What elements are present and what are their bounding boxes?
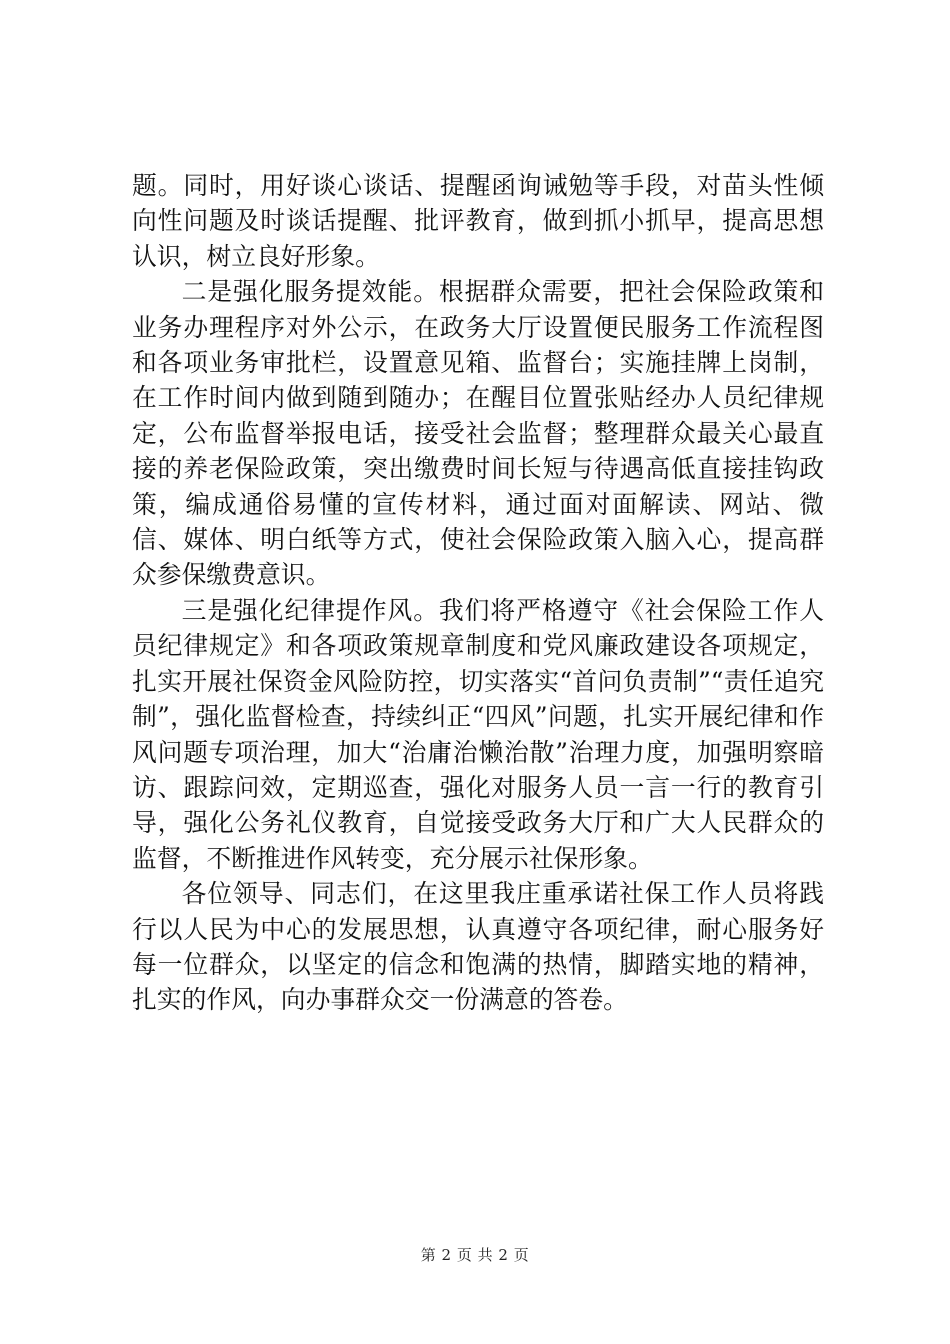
paragraph-commitment: 各位领导、同志们，在这里我庄重承诺社保工作人员将践行以人民为中心的发展思想，认真遵守各项纪律，耐心服务好每一位群众，以坚定的信念和饱满的热情，脚踏实地的精神，扎实的作风，向办事群众交一份满意的答卷。 [132, 879, 824, 1015]
paragraph-service-efficiency: 二是强化服务提效能。根据群众需要，把社会保险政策和业务办理程序对外公示，在政务大厅设置便民服务工作流程图和各项业务审批栏，设置意见箱、监督台；实施挂牌上岗制，在工作时间内做到随到随办；在醒目位置张贴经办人员纪律规定，公布监督举报电话，接受社会监督；整理群众最关心最直接的养老保险政策，突出缴费时间长短与待遇高低直接挂钩政策，编成通俗易懂的宣传材料，通过面对面解读、网站、微信、媒体、明白纸等方式，使社会保险政策入脑入心，提高群众参保缴费意识。 [132, 277, 824, 590]
paragraph-continuation: 题。同时，用好谈心谈话、提醒函询诫勉等手段，对苗头性倾向性问题及时谈话提醒、批评教育，做到抓小抓早，提高思想认识，树立良好形象。 [132, 171, 824, 271]
body-text [132, 168, 824, 1018]
paragraph-discipline-style: 三是强化纪律提作风。我们将严格遵守《社会保险工作人员纪律规定》和各项政策规章制度和党风廉政建设各项规定，扎实开展社保资金风险防控，切实落实“首问负责制”“责任追究制”，强化监督检查，持续纠正“四风”问题，扎实开展纪律和作风问题专项治理，加大“治庸治懒治散”治理力度，加强明察暗访、跟踪问效，定期巡查，强化对服务人员一言一行的教育引导，强化公务礼仪教育，自觉接受政务大厅和广大人民群众的监督，不断推进作风转变，充分展示社保形象。 [132, 595, 824, 873]
page-number-footer: 第 2 页 共 2 页 [420, 1246, 530, 1264]
